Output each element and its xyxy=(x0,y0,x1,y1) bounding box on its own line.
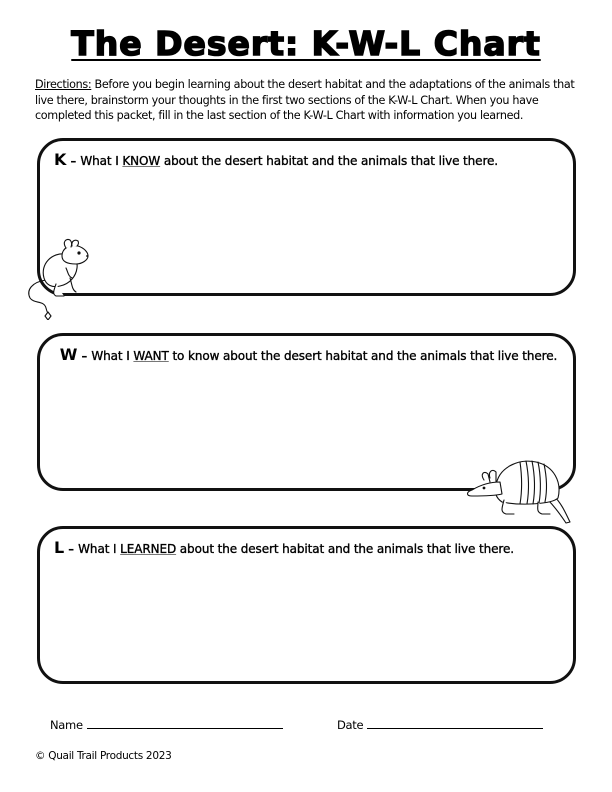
learned-writing-area[interactable] xyxy=(50,569,563,671)
learned-keyword: LEARNED xyxy=(120,542,177,556)
learned-prompt xyxy=(54,537,563,560)
want-prompt xyxy=(54,344,563,367)
kangaroo-rat-icon xyxy=(22,238,92,320)
learned-prompt-before: What I xyxy=(78,542,121,556)
armadillo-illustration xyxy=(462,456,576,526)
name-label: Name xyxy=(50,718,83,732)
learned-prompt-after: about the desert habitat and the animals that live there. xyxy=(176,542,514,556)
directions-label: Directions: xyxy=(35,78,92,91)
name-input-line[interactable] xyxy=(87,716,283,729)
date-label: Date xyxy=(337,718,364,732)
date-field xyxy=(337,716,543,732)
know-writing-area[interactable] xyxy=(50,181,563,283)
name-field xyxy=(50,716,283,732)
page-title xyxy=(0,24,612,64)
date-input-line[interactable] xyxy=(367,716,543,729)
learned-section xyxy=(37,526,576,684)
page-title-text: The Desert: K-W-L Chart xyxy=(71,24,541,63)
want-letter: W xyxy=(59,345,78,364)
know-section xyxy=(37,138,576,296)
armadillo-icon xyxy=(462,456,576,526)
directions-text: Before you begin learning about the desert habitat and the adaptations of the animals that live there, brainstorm your thoughts in the first two sections of the K-W-L Chart. When you have completed this packet, fill in the last section of the K-W-L Chart with information you learned. xyxy=(35,78,575,122)
learned-letter: L xyxy=(54,538,65,557)
want-dash: – xyxy=(77,349,92,363)
know-letter: K xyxy=(54,150,67,169)
want-prompt-after: to know about the desert habitat and the animals that live there. xyxy=(168,349,558,363)
copyright-notice: © Quail Trail Products 2023 xyxy=(35,750,172,762)
know-prompt xyxy=(54,149,563,172)
kangaroo-rat-illustration xyxy=(22,238,92,320)
learned-dash: – xyxy=(64,542,79,556)
know-keyword: KNOW xyxy=(122,154,161,168)
want-keyword: WANT xyxy=(133,349,169,363)
directions-paragraph xyxy=(35,77,580,124)
know-dash: – xyxy=(66,154,81,168)
know-prompt-after: about the desert habitat and the animals that live there. xyxy=(160,154,499,168)
want-prompt-before: What I xyxy=(91,349,134,363)
know-prompt-before: What I xyxy=(80,154,123,168)
